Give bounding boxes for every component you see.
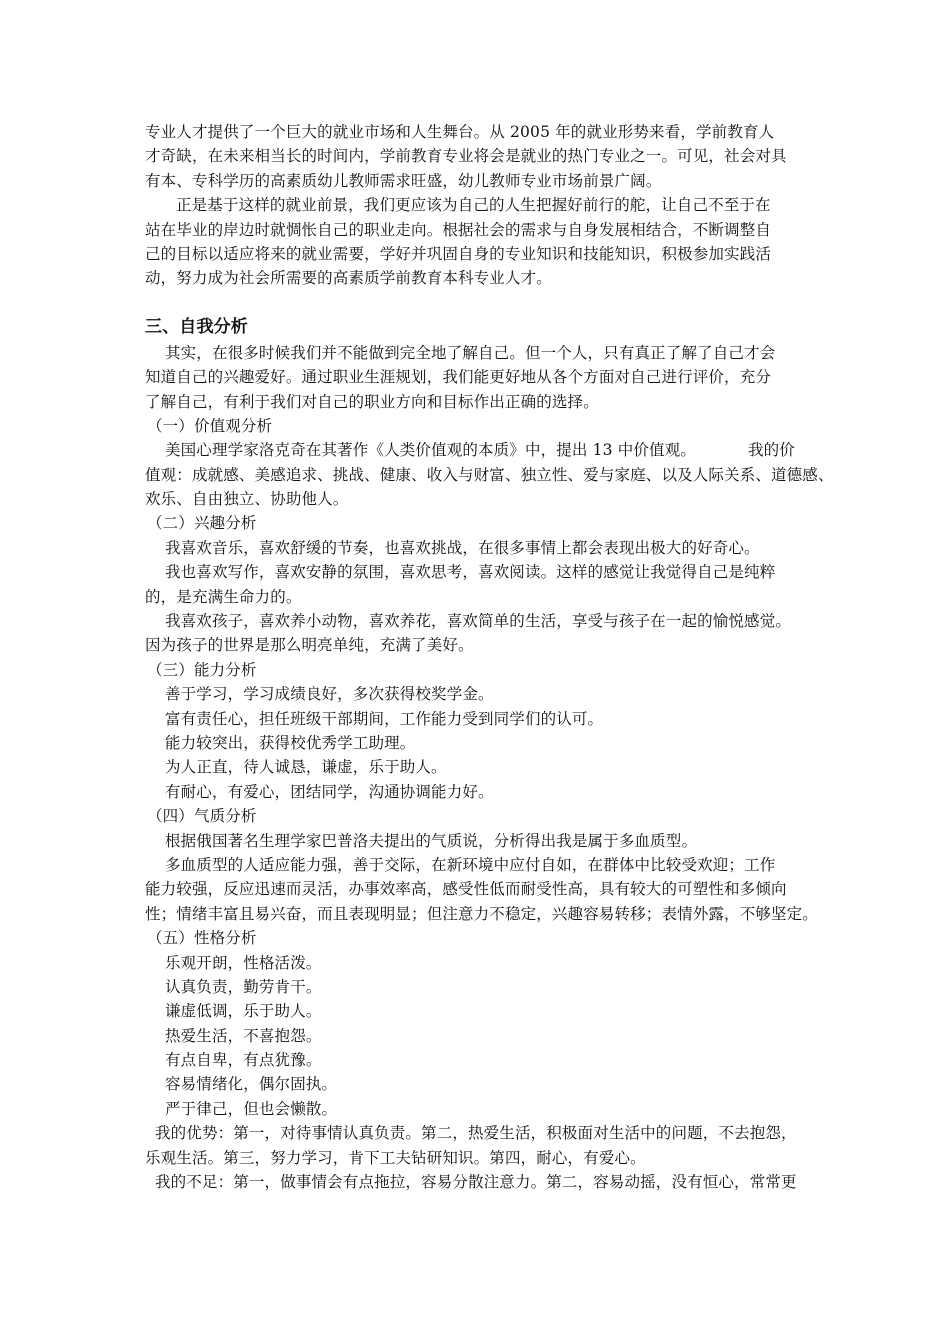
values-sentence: 美国心理学家洛克奇在其著作《人类价值观的本质》中，提出 13 中价值观。 bbox=[165, 441, 696, 460]
paragraph-line: 我的优势：第一，对待事情认真负责。第二，热爱生活，积极面对生活中的问题，不去抱怨， bbox=[155, 1124, 797, 1143]
paragraph-line: 的，是充满生命力的。 bbox=[145, 587, 302, 606]
paragraph-line: 根据俄国著名生理学家巴普洛夫提出的气质说，分析得出我是属于多血质型。 bbox=[165, 831, 698, 850]
list-item: 严于律己，但也会懒散。 bbox=[165, 1099, 338, 1118]
list-item: 热爱生活，不喜抱怨。 bbox=[165, 1026, 322, 1045]
subsection-heading: （二）兴趣分析 bbox=[147, 514, 257, 533]
list-item: 善于学习，学习成绩良好，多次获得校奖学金。 bbox=[165, 685, 494, 704]
paragraph-line: 我也喜欢写作，喜欢安静的氛围，喜欢思考，喜欢阅读。这样的感觉让我觉得自己是纯粹 bbox=[165, 563, 776, 582]
subsection-heading: （四）气质分析 bbox=[147, 807, 257, 826]
paragraph-line: 因为孩子的世界是那么明亮单纯，充满了美好。 bbox=[145, 636, 474, 655]
paragraph-line: 知道自己的兴趣爱好。通过职业生涯规划，我们能更好地从各个方面对自己进行评价，充分 bbox=[145, 368, 772, 387]
list-item: 能力较突出，获得校优秀学工助理。 bbox=[165, 733, 416, 752]
subsection-heading: （三）能力分析 bbox=[147, 660, 257, 679]
values-intro: 我的价 bbox=[747, 441, 795, 460]
paragraph-line: 我喜欢孩子，喜欢养小动物，喜欢养花，喜欢简单的生活，享受与孩子在一起的愉悦感觉。 bbox=[165, 612, 792, 631]
paragraph-line: 值观：成就感、美感追求、挑战、健康、收入与财富、独立性、爱与家庭、以及人际关系、道德感、 bbox=[145, 465, 834, 484]
list-item: 乐观开朗，性格活泼。 bbox=[165, 953, 322, 972]
paragraph-line: 欢乐、自由独立、协助他人。 bbox=[145, 490, 349, 509]
paragraph-line: 性；情绪丰富且易兴奋，而且表现明显；但注意力不稳定，兴趣容易转移；表情外露，不够坚定。 bbox=[145, 904, 818, 923]
paragraph-line: 站在毕业的岸边时就惆怅自己的职业走向。根据社会的需求与自身发展相结合，不断调整自 bbox=[145, 220, 772, 239]
paragraph-line: 乐观生活。第三，努力学习，肯下工夫钻研知识。第四，耐心，有爱心。 bbox=[145, 1148, 646, 1167]
paragraph-line: 动，努力成为社会所需要的高素质学前教育本科专业人才。 bbox=[145, 269, 552, 288]
list-item: 为人正直，待人诚恳，谦虚，乐于助人。 bbox=[165, 758, 447, 777]
paragraph-line bbox=[145, 438, 825, 462]
paragraph-line: 己的目标以适应将来的就业需要，学好并巩固自身的专业知识和技能知识，积极参加实践活 bbox=[145, 244, 772, 263]
paragraph-line: 有本、专科学历的高素质幼儿教师需求旺盛，幼儿教师专业市场前景广阔。 bbox=[145, 171, 662, 190]
list-item: 有耐心，有爱心，团结同学，沟通协调能力好。 bbox=[165, 782, 494, 801]
list-item: 有点自卑，有点犹豫。 bbox=[165, 1051, 322, 1070]
section-heading: 三、自我分析 bbox=[145, 316, 248, 337]
paragraph-line: 了解自己，有利于我们对自己的职业方向和目标作出正确的选择。 bbox=[145, 392, 599, 411]
list-item: 富有责任心，担任班级干部期间，工作能力受到同学们的认可。 bbox=[165, 709, 604, 728]
paragraph-line: 正是基于这样的就业前景，我们更应该为自己的人生把握好前行的舵，让自己不至于在 bbox=[176, 196, 771, 215]
list-item: 容易情绪化，偶尔固执。 bbox=[165, 1075, 338, 1094]
subsection-heading: （五）性格分析 bbox=[147, 929, 257, 948]
paragraph-line: 能力较强，反应迅速而灵活，办事效率高，感受性低而耐受性高，具有较大的可塑性和多倾向 bbox=[145, 880, 787, 899]
paragraph-line: 其实，在很多时候我们并不能做到完全地了解自己。但一个人，只有真正了解了自己才会 bbox=[165, 343, 776, 362]
document-page bbox=[145, 120, 834, 1194]
list-item: 认真负责，勤劳肯干。 bbox=[165, 977, 322, 996]
paragraph-line: 我的不足：第一，做事情会有点拖拉，容易分散注意力。第二，容易动摇，没有恒心，常常更 bbox=[155, 1173, 797, 1192]
paragraph-line: 多血质型的人适应能力强，善于交际，在新环境中应付自如，在群体中比较受欢迎；工作 bbox=[165, 855, 776, 874]
paragraph-line: 专业人才提供了一个巨大的就业市场和人生舞台。从 2005 年的就业形势来看，学前教育人 bbox=[145, 123, 775, 141]
subsection-heading: （一）价值观分析 bbox=[147, 416, 273, 435]
paragraph-line: 才奇缺，在未来相当长的时间内，学前教育专业将会是就业的热门专业之一。可见，社会对具 bbox=[145, 147, 787, 166]
list-item: 谦虚低调，乐于助人。 bbox=[165, 1002, 322, 1021]
paragraph-line: 我喜欢音乐，喜欢舒缓的节奏，也喜欢挑战，在很多事情上都会表现出极大的好奇心。 bbox=[165, 538, 760, 557]
